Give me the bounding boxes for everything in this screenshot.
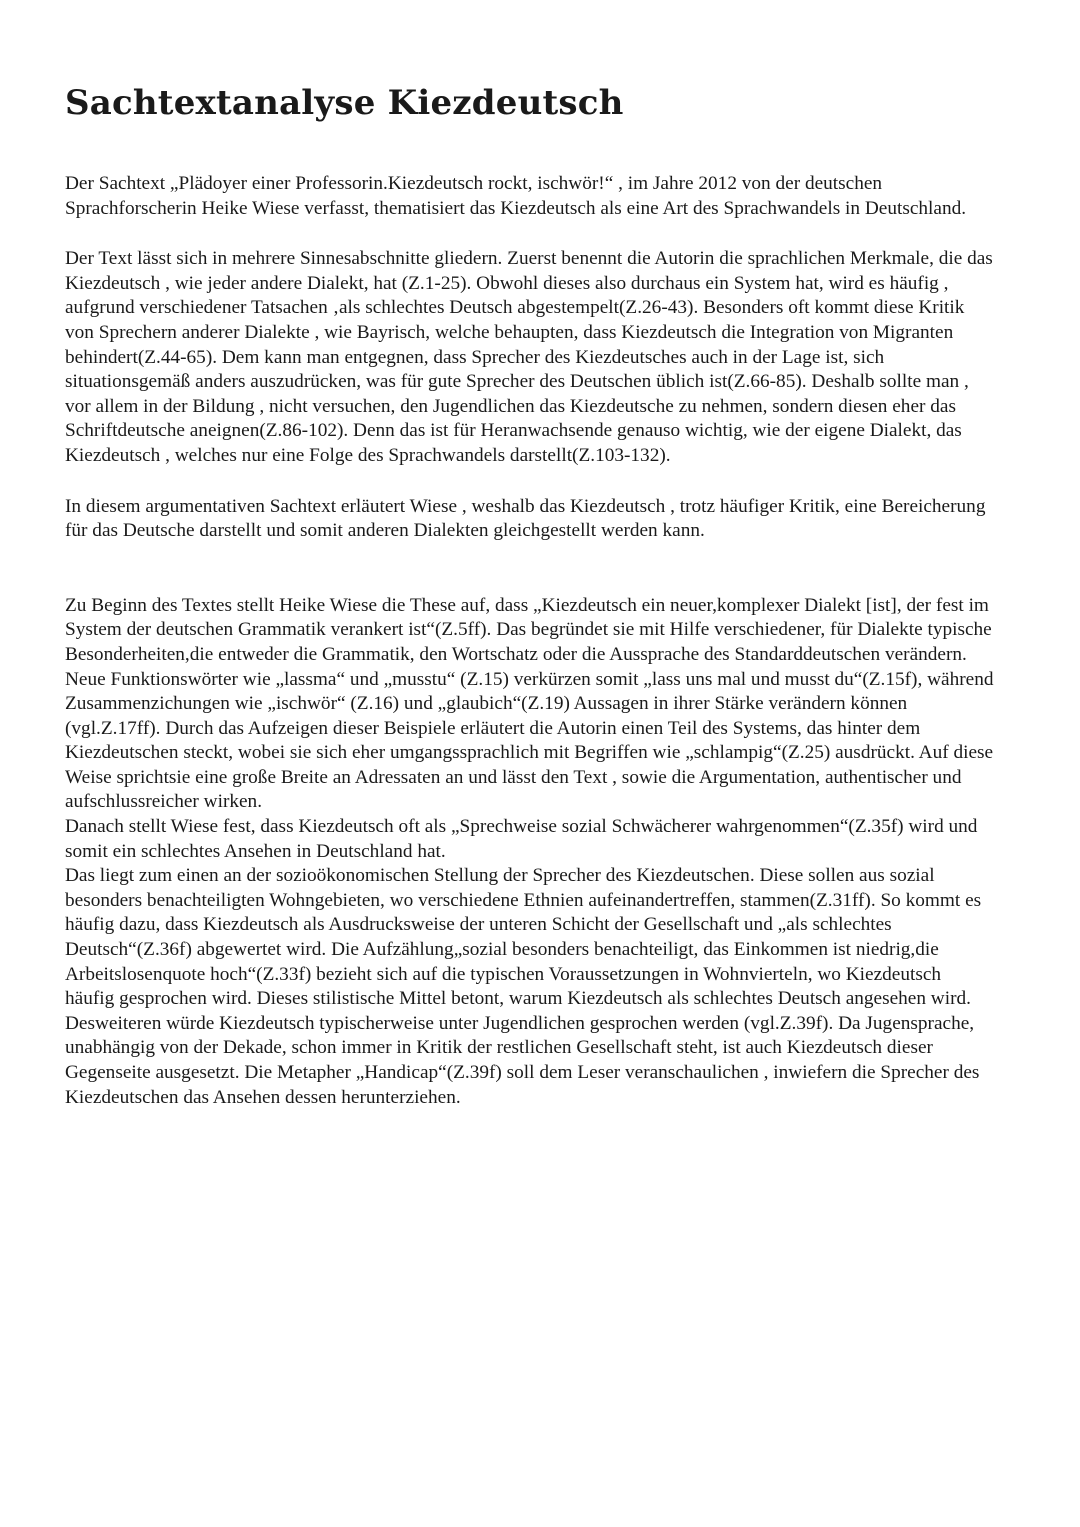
paragraph-analysis-social-view: Danach stellt Wiese fest, dass Kiezdeutsch oft als „Sprechweise sozial Schwächerer wahrgenommen“(Z.35f) wird und somit ein schlechtes Ansehen in Deutschland hat.: [65, 816, 978, 862]
paragraph-introduction: Der Sachtext „Plädoyer einer Professorin.Kiezdeutsch rockt, ischwör!“ , im Jahre 2012 von der deutschen Sprachforscherin Heike Wiese verfasst, thematisiert das Kiezdeutsch als eine Art des Sprachwandels in Deutschland.: [65, 173, 967, 219]
paragraph-thesis-summary: In diesem argumentativen Sachtext erläutert Wiese , weshalb das Kiezdeutsch , trotz häufiger Kritik, eine Bereicherung für das Deutsche darstellt und somit anderen Dialekten gleichgestellt werden kann.: [65, 495, 986, 542]
paragraph-structure-summary: Der Text lässt sich in mehrere Sinnesabschnitte gliedern. Zuerst benennt die Autorin die sprachlichen Merkmale, die das Kiezdeutsch , wie jeder andere Dialekt, hat (Z.1-25). Obwohl dieses also durchaus ein System hat, wird es häufig , aufgrund verschiedener Tatsachen ‚als schlechtes Deutsch abgestempelt(Z.26-43). Besonders oft kommt diese Kritik von Sprechern anderer Dialekte , wie Bayrisch, welche behaupten, dass Kiezdeutsch die Integration von Migranten behindert(Z.44-65). Dem kann man entgegnen, dass Sprecher des Kiezdeutsches auch in der Lage ist, sich situationsgemäß anders auszudrücken, was für gute Sprecher des Deutschen üblich ist(Z.66-85). Deshalb sollte man , vor allem in der Bildung , nicht versuchen, den Jugendlichen das Kiezdeutsche zu nehmen, sondern diesen eher das Schriftdeutsche aneignen(Z.86-102). Denn das ist für Heranwachsende genauso wichtig, wie der eigene Dialekt, das Kiezdeutsch , welches nur eine Folge des Sprachwandels darstellt(Z.103-132).: [65, 248, 993, 466]
paragraph-analysis-youth-language: Desweiteren würde Kiezdeutsch typischerweise unter Jugendlichen gesprochen werden (vgl.Z.39f). Da Jugensprache, unabhängig von der Dekade, schon immer in Kritik der restlichen Gesellschaft steht, ist auch Kiezdeutsch dieser Gegenseite ausgesetzt. Die Metapher „Handicap“(Z.39f) soll dem Leser veranschaulichen , inwiefern die Sprecher des Kiezdeutschen das Ansehen dessen herunterziehen.: [65, 1012, 980, 1108]
document-page: [65, 78, 995, 1110]
paragraph-analysis-socioeconomic: Das liegt zum einen an der sozioökonomischen Stellung der Sprecher des Kiezdeutschen. Diese sollen aus sozial besonders benachteiligten Wohngebieten, wo verschiedene Ethnien aufeinandertreffen, stammen(Z.31ff). So kommt es häufig dazu, dass Kiezdeutsch als Ausdrucksweise der unteren Schicht der Gesellschaft und „als schlechtes Deutsch“(Z.36f) abgewertet wird. Die Aufzählung„sozial besonders benachteiligt, das Einkommen ist niedrig,die Arbeitslosenquote hoch“(Z.33f) bezieht sich auf die typischen Voraussetzungen in Wohnvierteln, wo Kiezdeutsch häufig gesprochen wird. Dieses stilistische Mittel betont, warum Kiezdeutsch als schlechtes Deutsch angesehen wird.: [65, 865, 982, 1010]
document-title: Sachtextanalyse Kiezdeutsch: [65, 83, 624, 123]
paragraph-analysis-grammar: Zu Beginn des Textes stellt Heike Wiese die These auf, dass „Kiezdeutsch ein neuer,komplexer Dialekt [ist], der fest im System der deutschen Grammatik verankert ist“(Z.5ff). Das begründet sie mit Hilfe verschiedener, für Dialekte typische Besonderheiten,die entweder die Grammatik, den Wortschatz oder die Aussprache des Standarddeutschen verändern. Neue Funktionswörter wie „lassma“ und „musstu“ (Z.15) verkürzen somit „lass uns mal und musst du“(Z.15f), während Zusammenzichungen wie „ischwör“ (Z.16) und „glaubich“(Z.19) Aussagen in ihrer Stärke verändern können (vgl.Z.17ff). Durch das Aufzeigen dieser Beispiele erläutert die Autorin einen Teil des Systems, das hinter dem Kiezdeutschen steckt, wobei sie sich eher umgangssprachlich mit Begriffen wie „schlampig“(Z.25) ausdrückt. Auf diese Weise sprichtsie eine große Breite an Adressaten an und lässt den Text , sowie die Argumentation, authentischer und aufschlussreicher wirken.: [65, 594, 994, 813]
